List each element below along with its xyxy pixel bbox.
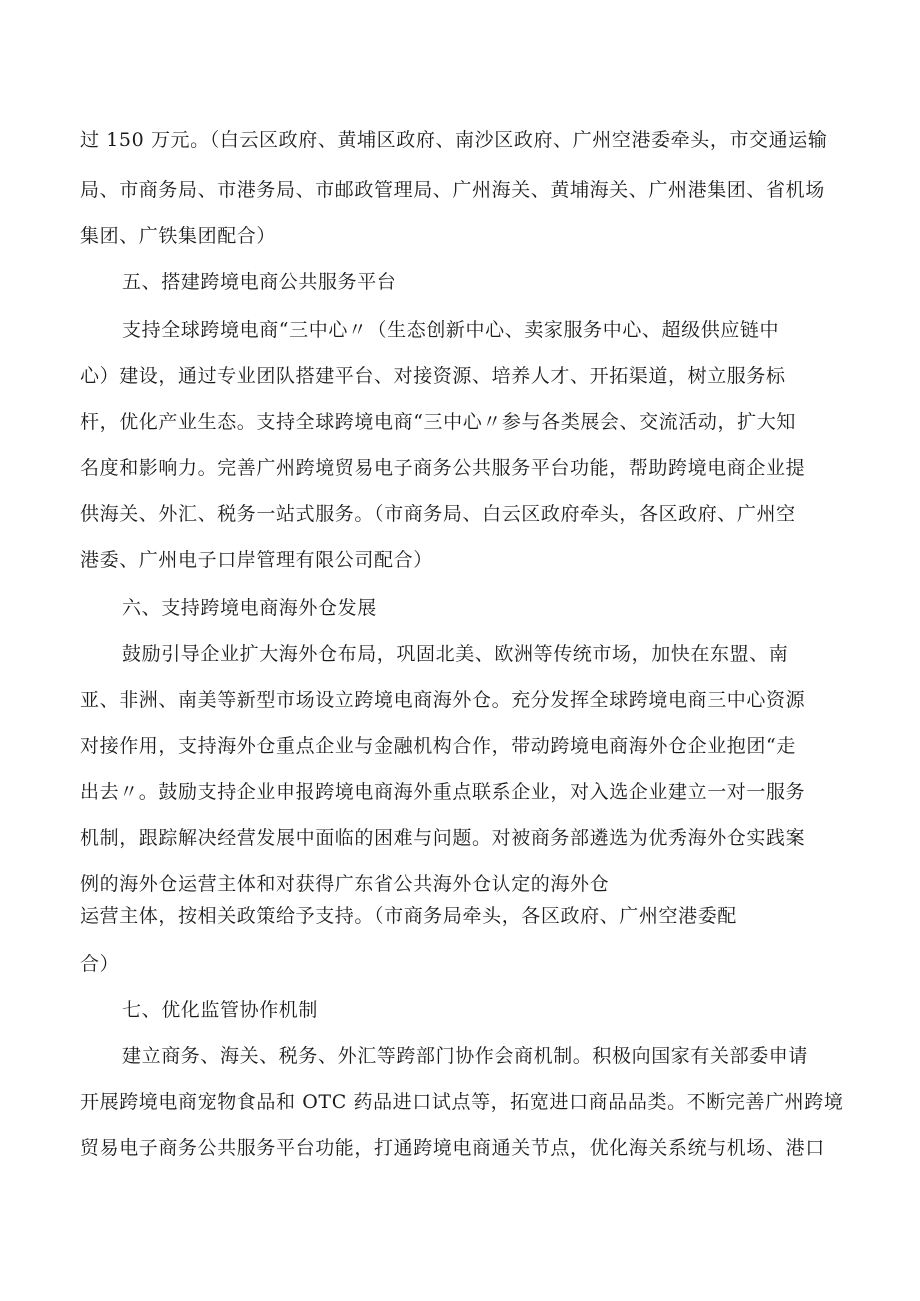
paragraph-line: 名度和影响力。完善广州跨境贸易电子商务公共服务平台功能，帮助跨境电商企业提 xyxy=(80,457,806,479)
paragraph-line: 例的海外仓运营主体和对获得广东省公共海外仓认定的海外仓 xyxy=(80,873,610,895)
paragraph-line: 合） xyxy=(80,953,120,975)
paragraph-line: 心）建设，通过专业团队搭建平台、对接资源、培养人才、开拓渠道，树立服务标 xyxy=(80,365,786,387)
section-heading: 七、优化监管协作机制 xyxy=(122,999,319,1021)
paragraph-line: 建立商务、海关、税务、外汇等跨部门协作会商机制。积极向国家有关部委申请 xyxy=(122,1045,809,1067)
paragraph-line: 集团、广铁集团配合） xyxy=(80,225,277,247)
paragraph-line: 供海关、外汇、税务一站式服务。（市商务局、白云区政府牵头，各区政府、广州空 xyxy=(80,503,796,525)
paragraph-line: 对接作用，支持海外仓重点企业与金融机构合作，带动跨境电商海外仓企业抱团“走 xyxy=(80,735,796,757)
paragraph-line: 支持全球跨境电商“三中心〃（生态创新中心、卖家服务中心、超级供应链中 xyxy=(122,319,780,341)
paragraph-line: 运营主体，按相关政策给予支持。（市商务局牵头，各区政府、广州空港委配 xyxy=(80,905,737,927)
section-heading: 六、支持跨境电商海外仓发展 xyxy=(122,597,377,619)
paragraph-line: 杆，优化产业生态。支持全球跨境电商“三中心〃参与各类展会、交流活动，扩大知 xyxy=(80,411,796,433)
paragraph-line: 港委、广州电子口岸管理有限公司配合） xyxy=(80,549,433,571)
section-heading: 五、搭建跨境电商公共服务平台 xyxy=(122,271,397,293)
paragraph-line: 局、市商务局、市港务局、市邮政管理局、广州海关、黄埔海关、广州港集团、省机场 xyxy=(80,179,825,201)
paragraph-line: 机制，跟踪解决经营发展中面临的困难与问题。对被商务部遴选为优秀海外仓实践案 xyxy=(80,827,806,849)
paragraph-line: 鼓励引导企业扩大海外仓布局，巩固北美、欧洲等传统市场，加快在东盟、南 xyxy=(122,643,789,665)
paragraph-line: 开展跨境电商宠物食品和 OTC 药品进口试点等，拓宽进口商品品类。不断完善广州跨境 xyxy=(80,1091,844,1113)
paragraph-line: 过 150 万元。（白云区政府、黄埔区政府、南沙区政府、广州空港委牵头，市交通运输 xyxy=(80,129,828,151)
paragraph-line: 出去〃。鼓励支持企业申报跨境电商海外重点联系企业，对入选企业建立一对一服务 xyxy=(80,781,806,803)
paragraph-line: 亚、非洲、南美等新型市场设立跨境电商海外仓。充分发挥全球跨境电商三中心资源 xyxy=(80,689,806,711)
paragraph-line: 贸易电子商务公共服务平台功能，打通跨境电商通关节点，优化海关系统与机场、港口 xyxy=(80,1137,825,1159)
